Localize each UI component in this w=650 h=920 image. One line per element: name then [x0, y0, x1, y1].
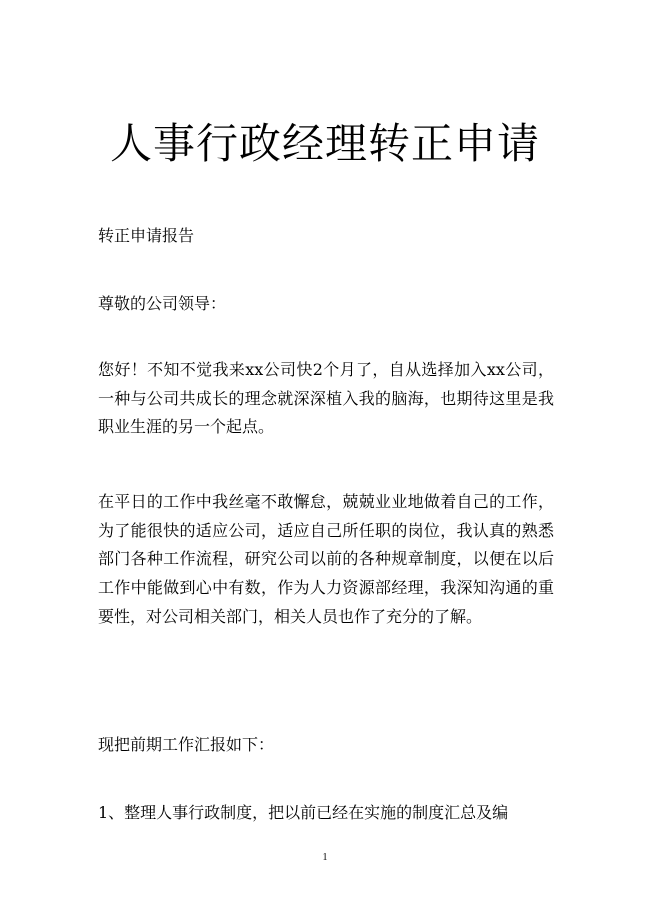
document-title: 人事行政经理转正申请	[109, 119, 540, 168]
salutation: 尊敬的公司领导：	[98, 294, 227, 313]
work-summary-paragraph: 在平日的工作中我丝毫不敢懈怠，兢兢业业地做着自己的工作，为了能很快的适应公司，适应自己所任职的岗位，我认真的熟悉部门各种工作流程，研究公司以前的各种规章制度，以便在以后工作中能做到心中有数，作为人力资源部经理，我深知沟通的重要性，对公司相关部门，相关人员也作了充分的了解。	[98, 492, 554, 626]
report-intro-line: 现把前期工作汇报如下：	[98, 735, 275, 754]
report-heading: 转正申请报告	[98, 226, 195, 245]
page-number: 1	[322, 852, 328, 863]
greeting-paragraph: 您好！不知不觉我来xx公司快2个月了，自从选择加入xx公司，一种与公司共成长的理念就深深植入我的脑海，也期待这里是我职业生涯的另一个起点。	[98, 360, 554, 437]
list-item: 1、整理人事行政制度，把以前已经在实施的制度汇总及编	[98, 803, 509, 822]
